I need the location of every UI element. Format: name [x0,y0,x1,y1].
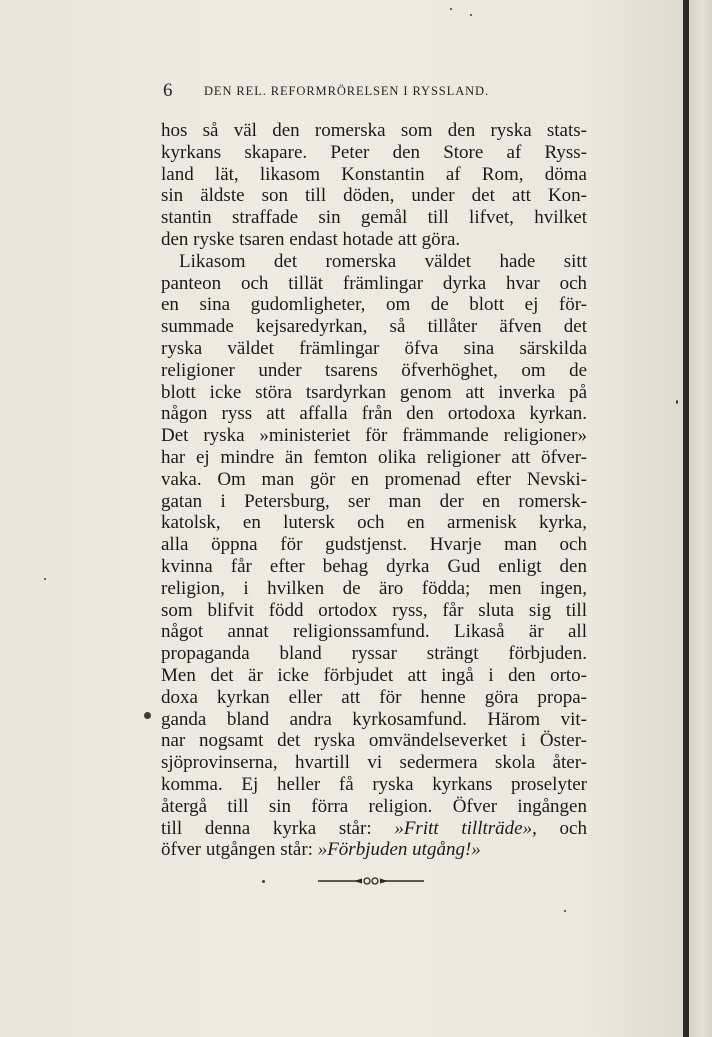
final-line-with-quote [161,839,587,861]
text-line: religion, i hvilken de äro födda; men ingen, [161,577,587,599]
text-line: panteon och tillät främlingar dyrka hvar och [161,272,587,294]
ornament-divider-icon [318,876,424,886]
text-line: ganda bland andra kyrkosamfund. Härom vit- [161,708,587,730]
text-line: Men det är icke förbjudet att ingå i den orto- [161,664,587,686]
text-line: sjöprovinserna, hvartill vi sedermera skola åter- [161,752,587,774]
text-line: blott icke störa tsardyrkan genom att inverka på [161,381,587,403]
speck [470,14,472,16]
text-line: kvinna får efter behag dyrka Gud enligt den [161,555,587,577]
text-line: stantin straffade sin gemål till lifvet, hvilket [161,207,587,229]
text-line: vaka. Om man gör en promenad efter Nevski- [161,468,587,490]
page-number: 6 [163,80,173,101]
text-line: Det ryska »ministeriet för främmande religioner» [161,425,587,447]
text-line: återgå till sin förra religion. Öfver ingången [161,795,587,817]
text-line: nar nogsamt det ryska omvändelseverket i Öster- [161,730,587,752]
paragraph-start-line: Likasom det romerska väldet hade sitt [179,250,587,272]
text-line: en sina gudomligheter, om de blott ej för- [161,294,587,316]
body-text [161,120,587,861]
page-header [160,80,590,106]
quote-trail: , och [532,817,587,839]
text-line: katolsk, en lutersk och en armenisk kyrka, [161,512,587,534]
text-line: religioner under tsarens öfverhöghet, om de [161,359,587,381]
text-line: något annat religionssamfund. Likaså är all [161,621,587,643]
text-line: kyrkans skapare. Peter den Store af Ryss- [161,141,587,163]
italic-quote-exit: »Förbjuden utgång!» [317,839,481,861]
text-line: som blifvit född ortodox ryss, får sluta sig till [161,599,587,621]
text-line: någon ryss att affalla från den ortodoxa kyrkan. [161,403,587,425]
text-line: doxa kyrkan eller att för henne göra propa- [161,686,587,708]
speck [144,712,151,719]
text-line: gatan i Petersburg, ser man der en romersk- [161,490,587,512]
text-line: summade kejsaredyrkan, så tillåter äfven det [161,316,587,338]
text-line: har ej mindre än femton olika religioner att öfver- [161,446,587,468]
speck [564,910,566,912]
text-line: hos så väl den romerska som den ryska stats- [161,120,587,141]
text-line: komma. Ej heller få ryska kyrkans proselyter [161,773,587,795]
speck [676,400,678,404]
text-line: den ryske tsaren endast hotade att göra. [161,228,461,250]
quote-lead-in: öfver utgången står: [161,839,318,861]
speck [44,578,46,580]
text-line: ryska väldet främlingar öfva sina särskilda [161,337,587,359]
text-line-with-quote [161,818,587,840]
text-line: sin äldste son till döden, under det att Kon- [161,185,587,207]
speck [450,8,452,10]
text-line: alla öppna för gudstjenst. Hvarje man och [161,534,587,556]
text-line: propaganda bland ryssar strängt förbjuden. [161,643,587,665]
text-line: land lät, likasom Konstantin af Rom, döma [161,163,587,185]
italic-quote-entrance: »Fritt tillträde» [394,817,533,839]
speck [262,880,265,883]
running-head: DEN REL. REFORMRÖRELSEN I RYSSLAND. [204,84,489,98]
next-page-edge [689,0,712,1037]
quote-lead-in: till denna kyrka står: [161,817,395,839]
